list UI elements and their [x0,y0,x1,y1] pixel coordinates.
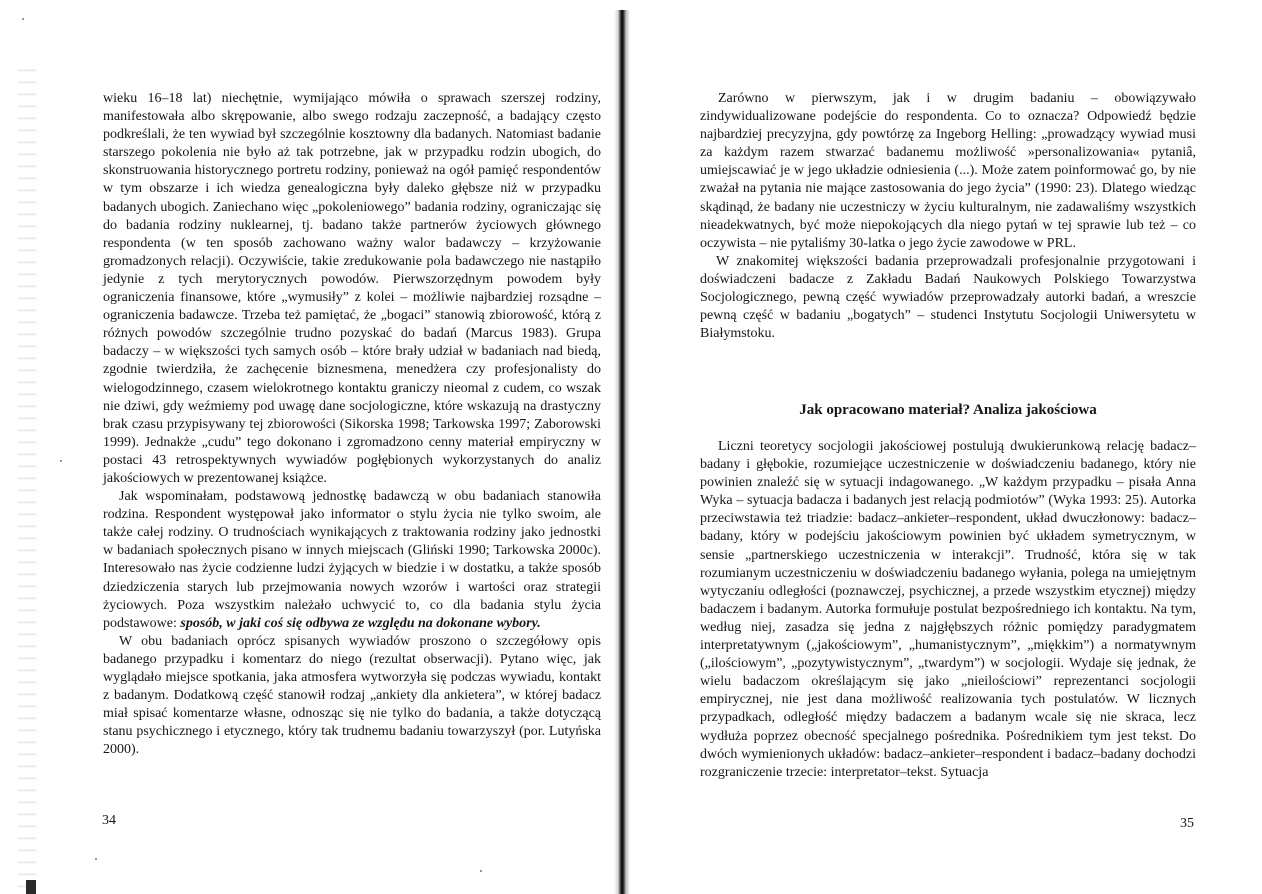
paragraph-text: Jak wspominałam, podstawową jednostkę badawczą w obu badaniach stanowiła rodzina. Respondent występował jako informator o stylu życia nie tylko swoim, ale także całej rodziny. O trudnościach wynikających z traktowania rodziny jako jednostki w badaniach społecznych pisano w innych miejscach (Gliński 1990; Tarkowska 2000c). Interesowało nas życie codzienne ludzi żyjących w biedzie i w dostatku, a także sposób dziedziczenia starych lub przejmowania nowych wzorów i wartości oraz strategii życiowych. Poza wszystkim należało uchwycić to, co dla badania stylu życia podstawowe: [103,489,601,631]
paragraph: wieku 16–18 lat) niechętnie, wymijająco mówiła o sprawach szerszej rodziny, manifestowała albo skrępowanie, albo swego rodzaju zaczepność, a badający często podkreślali, że ten wywiad był szczególnie kosztowny dla badanych. Natomiast badanie starszego pokolenia nie było aż tak potrzebne, jak w przypadku rodzin ubogich, do skonstruowania historycznego portretu rodziny, ponieważ na ogół pamięć respondentów w tym obszarze i ich wiedza genealogiczna były daleko głębsze niż w przypadku badanych ubogich. Zaniechano więc „pokoleniowego” badania rodziny, ograniczając się do badania rodziny nuklearnej, tj. badano także partnerów życiowych głównego respondenta (w ten sposób zachowano ważny walor badawczy – krzyżowanie gromadzonych relacji). Oczywiście, takie zredukowanie pola badawczego nie nastąpiło jedynie z tych merytorycznych powodów. Pierwszorzędnym powodem były ograniczenia finansowe, które „wymusiły” z kolei – możliwie najbardziej rozsądne – ograniczenia badawcze. Trzeba też pamiętać, że „bogaci” stanowią zbiorowość, którą z różnych powodów szczególnie trudno pozyskać do badań (Marcus 1983). Grupa badaczy – w większości tych samych osób – które brały udział w badaniach nad biedą, zgodnie twierdziła, że zachęcenie biznesmena, menedżera czy profesjonalisty do wielogodzinnego, czasem wielokrotnego kontaktu graniczy nieomal z cudem, co wszak nie dziwi, gdy weźmiemy pod uwagę dane socjologiczne, które wskazują na drastyczny brak czasu przypisywany tej zbiorowości (Sikorska 1998; Tarkowska 1997; Zaborowski 1999). Jednakże „cudu” tego dokonano i zgromadzono cenny materiał empiryczny w postaci 43 retrospektywnych wywiadów pogłębionych wykorzystanych do analiz jakościowych w prezentowanej książce. [103,91,601,486]
paragraph: W znakomitej większości badania przeprowadzali profesjonalnie przygotowani i doświadczeni badacze z Zakładu Badań Naukowych Polskiego Towarzystwa Socjologicznego, pewną część wywiadów przeprowadzały autorki badań, a wreszcie pewną część w badaniu „bogatych” – studenci Instytutu Socjologii Uniwersytetu w Białymstoku. [700,253,1196,342]
paragraph [103,488,601,633]
book-gutter [614,10,630,894]
page-number-left: 34 [102,813,116,828]
left-body-text [103,90,601,759]
paragraph: Liczni teoretycy socjologii jakościowej postulują dwukierunkową relację badacz–badany i głębokie, rozumiejące uczestniczenie w doświadczeniu badanego, który nie powinien znaleźć się w sytuacji indagowanego. „W każdym przypadku – pisała Anna Wyka – sytuacja badacza i badanych jest relacją podmiotów” (Wyka 1993: 25). Autorka przeciwstawia też triadzie: badacz–ankieter–respondent, układ dwuczłonowy: badacz–badany, który w podejściu jakościowym powinien być układem symetrycznym, w sensie „partnerskiego uczestniczenia w interakcji”. Trudność, która się w tak rozumianym uczestniczeniu w doświadczeniu badanego wyłania, polega na umiejętnym wytyczaniu odległości (poznawczej, psychicznej, a przede wszystkim etycznej) między badaczem i badanym. Autorka formułuje postulat bezpośredniego ich kontaktu. Na tym, według niej, zasadza się jedna z najgłębszych różnic pomiędzy paradygmatem interpretatywnym („jakościowym”, „humanistycznym”, „miękkim”) a normatywnym („ilościowym”, „pozytywistycznym”, „twardym”) w socjologii. Wydaje się jednak, że wielu badaczom określającym się jako „nieilościowi” reprezentanci socjologii empirycznej, nie jest dana możliwość realizowania tych postulatów. W licznych przypadkach, odległość między badaczem a badanym wcale się nie skraca, lecz wydłuża poprzez obecność specjalnego pośrednika. Pośrednikiem tym jest tekst. Do dwóch wymienionych układów: badacz–ankieter–respondent i badacz–badany dochodzi rozgraniczenie trzecie: interpretator–tekst. Sytuacja [700,439,1196,780]
paragraph: W obu badaniach oprócz spisanych wywiadów proszono o szczegółowy opis badanego przypadku i komentarz do niego (rezultat obserwacji). Pytano więc, jak wyglądało miejsce spotkania, jaka atmosfera wytworzyła się podczas wywiadu, kontakt z badanym. Dodatkową część stanowił rodzaj „ankiety dla ankietera”, w której badacz miał spisać komentarze własne, odnosząc się nie tylko do badania, a także dotyczącą stanu psychicznego i etycznego, który tak trudnemu badaniu towarzyszył (por. Lutyńska 2000). [103,633,601,758]
right-body-text-top [700,90,1196,343]
right-body-text-bottom [700,438,1196,782]
page-number-right: 35 [1180,816,1194,831]
scan-speck [22,18,24,20]
section-heading: Jak opracowano materiał? Analiza jakościowa [799,402,1097,418]
scan-speck [480,870,482,872]
paragraph: Zarówno w pierwszym, jak i w drugim badaniu – obowiązywało zindywidualizowane podejście do respondenta. Co to oznacza? Odpowiedź będzie najbardziej precyzyjna, gdy powtórzę za Ingeborg Helling: „prowadzący wywiad musi za każdym razem stwarzać badanemu możliwość »personalizowania« pytaniâ, umiejscawiać je w jego układzie odniesienia (...). Może zatem poinformować go, by nie zważał na pytania nie mające zastosowania do jego życia” (1990: 23). Dlatego wiedząc skądinąd, że badany nie uczestniczy w życiu kulturalnym, nie zadawaliśmy wszystkich nieadekwatnych, być może niepokojących dla niego pytań w tej sprawie lub też – co oczywista – nie pytaliśmy 30-latka o jego życie zawodowe w PRL. [700,91,1196,251]
emphasized-text: sposób, w jaki coś się odbywa ze względu na dokonane wybory. [180,615,541,631]
page-edge-shadow [26,880,36,894]
left-page [0,0,620,894]
page-edge-stack [18,60,36,894]
scan-speck [95,858,97,860]
scan-speck [60,460,62,462]
